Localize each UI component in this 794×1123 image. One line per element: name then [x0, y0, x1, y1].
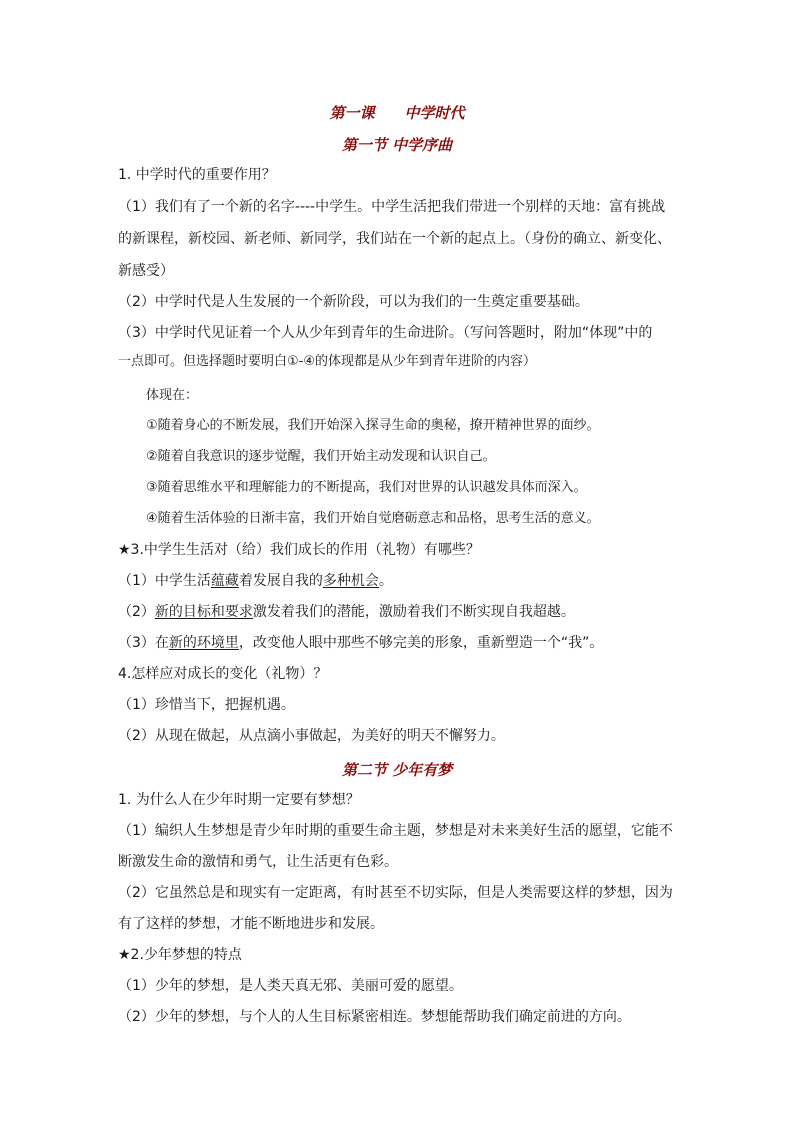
answer-line — [118, 602, 575, 622]
question-3-title: ★3.中学生生活对（给）我们成长的作用（礼物）有哪些？ — [118, 542, 480, 558]
answer-line: （1）珍惜当下，把握机遇。 — [118, 697, 295, 713]
answer-text: （3）在 — [118, 635, 169, 651]
paragraph-line: 一点即可。但选择题时要明白①-④的体现都是从少年到青年进阶的内容） — [118, 354, 536, 369]
question-1-title: 1. 中学时代的重要作用？ — [118, 167, 276, 183]
lesson-title — [0, 102, 794, 123]
answer-text: 。 — [378, 573, 393, 589]
underlined-keyword: 新的目标和要求 — [154, 604, 253, 620]
answer-text: （2） — [118, 604, 155, 620]
underlined-keyword: 多种机会 — [322, 573, 379, 589]
answer-line: （1）少年的梦想，是人类天真无邪、美丽可爱的愿望。 — [118, 978, 463, 994]
embody-item: ②随着自我意识的逐步觉醒，我们开始主动发现和认识自己。 — [146, 449, 496, 464]
lesson-name: 中学时代 — [404, 104, 465, 122]
answer-line — [118, 571, 393, 591]
embody-item: ④随着生活体验的日渐丰富，我们开始自觉磨砺意志和品格，思考生活的意义。 — [146, 511, 600, 526]
paragraph-line: （2）它虽然总是和现实有一定距离，有时甚至不切实际，但是人类需要这样的梦想，因为 — [118, 885, 673, 901]
underlined-keyword: 新的环境里 — [168, 635, 239, 651]
paragraph-line: 新感受） — [118, 263, 174, 279]
paragraph-line: （1）我们有了一个新的名字----中学生。中学生活把我们带进一个别样的天地：富有挑战 — [118, 199, 666, 215]
embody-item: ③随着思维水平和理解能力的不断提高，我们对世界的认识越发具体而深入。 — [146, 480, 587, 495]
paragraph-line: （2）中学时代是人生发展的一个新阶段，可以为我们的一生奠定重要基础。 — [118, 294, 589, 310]
embody-label: 体现在： — [146, 388, 199, 403]
paragraph-line: （3）中学时代见证着一个人从少年到青年的生命进阶。（写问答题时，附加“体现”中的 — [118, 325, 653, 341]
section2-heading: 第二节 少年有梦 — [341, 761, 453, 779]
lesson-number: 第一课 — [329, 104, 375, 122]
paragraph-line: 的新课程，新校园、新老师、新同学，我们站在一个新的起点上。（身份的确立、新变化、 — [118, 231, 671, 247]
answer-line: （2）少年的梦想，与个人的人生目标紧密相连。梦想能帮助我们确定前进的方向。 — [118, 1009, 631, 1025]
question-4-title: 4.怎样应对成长的变化（礼物）？ — [118, 666, 328, 682]
answer-text: ，改变他人眼中那些不够完美的形象，重新塑造一个“我”。 — [238, 635, 604, 651]
answer-text: 着发展自我的 — [238, 573, 323, 589]
paragraph-line: 断激发生命的激情和勇气，让生活更有色彩。 — [118, 854, 398, 870]
answer-text: （1）中学生活 — [118, 573, 211, 589]
answer-text: 激发着我们的潜能，激励着我们不断实现自我超越。 — [252, 604, 575, 620]
section1-heading: 第一节 中学序曲 — [341, 136, 453, 154]
paragraph-line: （1）编织人生梦想是青少年时期的重要生命主题，梦想是对未来美好生活的愿望，它能不 — [118, 823, 673, 839]
answer-line — [118, 633, 603, 653]
answer-line: （2）从现在做起，从点滴小事做起，为美好的明天不懈努力。 — [118, 728, 505, 744]
question-2-title: ★2.少年梦想的特点 — [118, 947, 242, 963]
embody-item: ①随着身心的不断发展，我们开始深入探寻生命的奥秘，撩开精神世界的面纱。 — [146, 418, 600, 433]
underlined-keyword: 蕴藏 — [210, 573, 239, 589]
paragraph-line: 有了这样的梦想，才能不断地进步和发展。 — [118, 916, 384, 932]
question-1-title: 1. 为什么人在少年时期一定要有梦想？ — [118, 792, 360, 808]
